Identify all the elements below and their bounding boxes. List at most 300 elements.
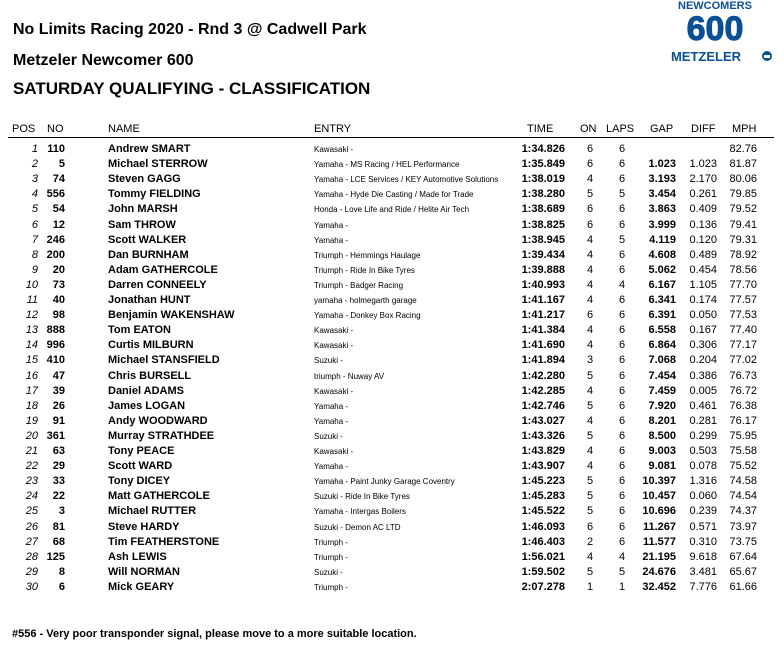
cell-diff: 0.454 — [689, 263, 717, 276]
cell-laps: 6 — [618, 414, 626, 427]
header-no: NO — [47, 123, 64, 135]
cell-time: 1:43.907 — [521, 460, 565, 473]
cell-time: 1:39.888 — [521, 263, 565, 276]
cell-on: 4 — [586, 248, 594, 261]
cell-laps: 6 — [618, 263, 626, 276]
cell-mph: 73.75 — [729, 535, 757, 548]
cell-name: Tom EATON — [108, 324, 171, 337]
cell-name: Tim FEATHERSTONE — [108, 535, 220, 548]
cell-name: Michael RUTTER — [108, 505, 197, 518]
cell-no: 410 — [46, 354, 65, 367]
cell-entry: Yamaha - — [314, 401, 349, 411]
cell-time: 1:43.027 — [521, 414, 565, 427]
cell-no: 33 — [52, 475, 65, 488]
cell-no: 5 — [58, 158, 65, 171]
cell-laps: 6 — [618, 369, 626, 382]
cell-name: Andrew SMART — [108, 143, 191, 155]
cell-name: Sam THROW — [108, 218, 176, 231]
cell-on: 4 — [586, 460, 594, 473]
cell-gap: 11.577 — [642, 535, 676, 548]
cell-pos: 15 — [25, 354, 38, 367]
cell-no: 361 — [46, 429, 65, 442]
cell-laps: 6 — [618, 354, 626, 367]
cell-pos: 9 — [31, 263, 38, 276]
cell-name: Jonathan HUNT — [108, 294, 191, 306]
cell-mph: 74.37 — [729, 505, 757, 518]
cell-diff: 0.281 — [689, 414, 717, 427]
table-row — [0, 248, 784, 263]
cell-no: 20 — [52, 263, 65, 276]
cell-gap: 24.676 — [642, 565, 676, 578]
cell-diff: 1.105 — [689, 278, 717, 291]
cell-name: Scott WARD — [108, 460, 173, 473]
cell-name: Scott WALKER — [108, 233, 187, 246]
cell-time: 1:38.945 — [521, 233, 565, 246]
cell-gap: 3.863 — [648, 203, 676, 216]
table-row — [0, 489, 784, 504]
cell-diff: 0.386 — [689, 369, 717, 382]
cell-on: 4 — [586, 278, 594, 291]
cell-pos: 16 — [25, 369, 38, 382]
cell-time: 2:07.278 — [521, 580, 565, 593]
cell-name: Murray STRATHDEE — [108, 429, 215, 442]
cell-no: 110 — [47, 143, 65, 155]
cell-name: James LOGAN — [108, 399, 186, 412]
cell-laps: 6 — [618, 158, 626, 171]
cell-no: 8 — [58, 565, 65, 578]
header-name: NAME — [108, 123, 140, 135]
cell-diff: 0.310 — [689, 535, 717, 548]
cell-on: 6 — [586, 158, 594, 171]
cell-gap: 9.081 — [648, 460, 676, 473]
cell-on: 4 — [586, 263, 594, 276]
cell-pos: 7 — [31, 233, 38, 246]
header-gap: GAP — [650, 123, 674, 135]
cell-diff: 0.204 — [689, 354, 717, 367]
cell-time: 1:45.283 — [521, 490, 565, 503]
cell-mph: 82.76 — [729, 143, 757, 155]
header-on: ON — [580, 123, 597, 135]
cell-on: 4 — [586, 294, 594, 306]
cell-name: Matt GATHERCOLE — [108, 490, 210, 503]
cell-time: 1:41.384 — [521, 324, 565, 337]
cell-laps: 5 — [618, 233, 626, 246]
cell-laps: 6 — [618, 203, 626, 216]
cell-mph: 77.17 — [729, 339, 757, 352]
cell-pos: 11 — [26, 294, 38, 306]
cell-gap: 5.062 — [648, 263, 676, 276]
cell-mph: 76.38 — [729, 399, 757, 412]
table-row — [0, 338, 784, 353]
cell-laps: 6 — [618, 505, 626, 518]
cell-diff: 9.618 — [689, 550, 717, 563]
cell-laps: 6 — [618, 143, 626, 155]
table-row — [0, 565, 784, 580]
cell-no: 556 — [46, 188, 65, 201]
cell-entry: Yamaha - — [314, 462, 349, 472]
cell-no: 39 — [52, 384, 65, 397]
cell-entry: Yamaha - LCE Services / KEY Automotive Solutions — [314, 175, 499, 185]
cell-mph: 75.95 — [729, 429, 757, 442]
cell-entry: Yamaha - Intergas Boilers — [314, 507, 406, 517]
table-row — [0, 535, 784, 550]
cell-time: 1:38.825 — [521, 218, 565, 231]
header-time: TIME — [527, 123, 554, 135]
cell-no: 91 — [52, 414, 65, 427]
cell-no: 12 — [52, 218, 65, 231]
cell-pos: 4 — [31, 188, 38, 201]
session-title: SATURDAY QUALIFYING - CLASSIFICATION — [13, 79, 371, 98]
cell-pos: 24 — [25, 490, 38, 503]
header-pos: POS — [12, 123, 36, 135]
table-row — [0, 263, 784, 278]
cell-entry: Kawasaki - — [314, 386, 354, 396]
cell-pos: 3 — [31, 173, 38, 186]
cell-mph: 77.02 — [729, 354, 757, 367]
cell-gap: 10.457 — [642, 490, 676, 503]
cell-laps: 6 — [618, 520, 626, 533]
cell-mph: 74.58 — [729, 475, 757, 488]
cell-gap: 6.391 — [648, 309, 676, 322]
cell-laps: 6 — [618, 399, 626, 412]
table-row — [0, 353, 784, 368]
cell-laps: 6 — [618, 294, 626, 306]
cell-entry: Triumph - — [314, 537, 348, 547]
table-row — [0, 157, 784, 172]
cell-gap: 6.558 — [648, 324, 676, 337]
cell-name: Steven GAGG — [108, 173, 181, 186]
cell-mph: 65.67 — [729, 565, 757, 578]
cell-no: 6 — [58, 580, 65, 593]
table-row — [0, 414, 784, 429]
cell-pos: 30 — [25, 580, 38, 593]
cell-no: 68 — [52, 535, 65, 548]
cell-diff: 0.005 — [689, 384, 717, 397]
cell-pos: 28 — [25, 550, 38, 563]
cell-diff: 0.571 — [689, 520, 717, 533]
cell-gap: 6.341 — [648, 294, 676, 306]
cell-mph: 77.53 — [729, 309, 757, 322]
cell-diff: 1.023 — [689, 158, 717, 171]
cell-no: 246 — [46, 233, 65, 246]
cell-laps: 6 — [618, 218, 626, 231]
cell-laps: 6 — [618, 429, 626, 442]
cell-pos: 6 — [31, 218, 38, 231]
cell-no: 98 — [52, 309, 65, 322]
cell-mph: 76.73 — [729, 369, 757, 382]
cell-diff: 0.503 — [689, 445, 717, 457]
footer-note: #556 - Very poor transponder signal, please move to a more suitable location. — [12, 628, 417, 640]
cell-laps: 6 — [618, 173, 626, 186]
cell-on: 5 — [586, 505, 594, 518]
cell-gap: 10.397 — [642, 475, 676, 488]
cell-pos: 23 — [25, 475, 38, 488]
table-row — [0, 172, 784, 187]
cell-laps: 6 — [618, 475, 626, 488]
cell-laps: 6 — [618, 248, 626, 261]
cell-name: Steve HARDY — [108, 520, 180, 533]
cell-time: 1:42.746 — [521, 399, 565, 412]
cell-entry: Suzuki - — [314, 431, 343, 441]
cell-laps: 5 — [618, 188, 626, 201]
cell-on: 5 — [586, 429, 594, 442]
cell-mph: 75.52 — [729, 460, 757, 473]
cell-laps: 4 — [618, 278, 626, 291]
table-row — [0, 187, 784, 202]
cell-gap: 3.193 — [648, 173, 676, 186]
cell-mph: 67.64 — [729, 550, 757, 563]
newcomers-600-logo — [654, 0, 776, 64]
cell-pos: 25 — [25, 505, 38, 518]
cell-no: 125 — [46, 550, 65, 563]
cell-entry: triumph - Nuway AV — [314, 371, 385, 381]
cell-gap: 9.003 — [648, 445, 676, 457]
cell-on: 5 — [586, 490, 594, 503]
cell-no: 888 — [46, 324, 65, 337]
cell-diff: 0.306 — [689, 339, 717, 352]
cell-gap: 21.195 — [642, 550, 676, 563]
cell-on: 4 — [586, 445, 594, 457]
cell-pos: 18 — [25, 399, 38, 412]
cell-gap: 8.500 — [648, 429, 676, 442]
cell-name: Tony PEACE — [108, 445, 175, 457]
table-row — [0, 142, 784, 157]
cell-name: Tony DICEY — [108, 475, 171, 488]
cell-gap: 7.454 — [648, 369, 676, 382]
cell-entry: Yamaha - — [314, 220, 349, 230]
cell-pos: 8 — [31, 248, 38, 261]
cell-laps: 6 — [618, 339, 626, 352]
cell-mph: 76.72 — [729, 384, 757, 397]
cell-time: 1:38.689 — [521, 203, 565, 216]
cell-gap: 10.696 — [642, 505, 676, 518]
cell-laps: 6 — [618, 535, 626, 548]
table-row — [0, 293, 784, 308]
cell-no: 200 — [46, 248, 65, 261]
cell-entry: Honda - Love Life and Ride / Helite Air Tech — [314, 205, 470, 215]
cell-on: 6 — [586, 143, 594, 155]
cell-pos: 22 — [25, 460, 38, 473]
table-row — [0, 429, 784, 444]
cell-mph: 81.87 — [729, 158, 757, 171]
cell-on: 6 — [586, 218, 594, 231]
cell-gap: 32.452 — [642, 580, 676, 593]
header-mph: MPH — [732, 123, 757, 135]
cell-on: 5 — [586, 475, 594, 488]
cell-on: 5 — [586, 369, 594, 382]
table-row — [0, 308, 784, 323]
cell-time: 1:45.522 — [521, 505, 565, 518]
cell-no: 73 — [52, 278, 65, 291]
table-row — [0, 580, 784, 595]
cell-on: 3 — [586, 354, 594, 367]
cell-no: 47 — [52, 369, 65, 382]
cell-entry: Suzuki - Ride In Bike Tyres — [314, 492, 410, 502]
cell-name: Michael STERROW — [108, 158, 208, 171]
cell-name: Mick GEARY — [108, 580, 175, 593]
cell-laps: 1 — [618, 580, 626, 593]
cell-on: 4 — [586, 414, 594, 427]
cell-time: 1:34.826 — [521, 143, 565, 155]
table-row — [0, 444, 784, 459]
event-title: No Limits Racing 2020 - Rnd 3 @ Cadwell Park — [13, 21, 367, 38]
cell-pos: 10 — [25, 278, 38, 291]
cell-entry: Kawasaki - — [314, 341, 354, 351]
header-entry: ENTRY — [314, 123, 352, 135]
cell-on: 4 — [586, 339, 594, 352]
cell-on: 4 — [586, 173, 594, 186]
cell-gap: 3.454 — [648, 188, 676, 201]
cell-name: John MARSH — [108, 203, 178, 216]
cell-pos: 5 — [31, 203, 38, 216]
cell-gap: 7.459 — [648, 384, 676, 397]
cell-pos: 29 — [25, 565, 38, 578]
cell-time: 1:41.690 — [521, 339, 565, 352]
cell-gap: 7.920 — [648, 399, 676, 412]
table-row — [0, 278, 784, 293]
table-row — [0, 399, 784, 414]
cell-time: 1:38.280 — [521, 188, 565, 201]
cell-gap: 11.267 — [642, 520, 676, 533]
cell-on: 6 — [586, 309, 594, 322]
cell-diff: 0.461 — [689, 399, 717, 412]
cell-on: 4 — [586, 233, 594, 246]
cell-no: 54 — [52, 203, 65, 216]
cell-entry: Triumph - Ride In Bike Tyres — [314, 265, 415, 275]
cell-mph: 77.40 — [729, 324, 757, 337]
table-row — [0, 323, 784, 338]
logo-metzeler-text: METZELER — [670, 49, 742, 64]
cell-laps: 6 — [618, 324, 626, 337]
table-row — [0, 218, 784, 233]
cell-name: Tommy FIELDING — [108, 188, 201, 201]
cell-laps: 6 — [618, 460, 626, 473]
cell-diff: 0.174 — [689, 294, 717, 306]
table-row — [0, 474, 784, 489]
cell-no: 3 — [58, 505, 65, 518]
cell-entry: Yamaha - Paint Junky Garage Coventry — [314, 477, 455, 487]
cell-entry: Yamaha - MS Racing / HEL Performance — [314, 160, 460, 170]
cell-pos: 1 — [31, 143, 38, 155]
cell-diff: 0.489 — [689, 248, 717, 261]
cell-pos: 13 — [25, 324, 38, 337]
cell-gap: 4.119 — [649, 233, 676, 246]
table-row — [0, 233, 784, 248]
cell-time: 1:59.502 — [521, 565, 565, 578]
cell-no: 29 — [52, 460, 65, 473]
cell-diff: 7.776 — [689, 580, 717, 593]
cell-name: Will NORMAN — [108, 565, 181, 578]
cell-diff: 1.316 — [689, 475, 717, 488]
cell-gap: 6.864 — [648, 339, 676, 352]
cell-on: 5 — [586, 399, 594, 412]
cell-diff: 0.239 — [689, 505, 717, 518]
cell-mph: 77.57 — [729, 294, 757, 306]
cell-on: 6 — [586, 520, 594, 533]
cell-diff: 0.167 — [689, 324, 717, 337]
table-row — [0, 520, 784, 535]
metzeler-elephant-icon — [762, 51, 772, 61]
cell-on: 2 — [586, 535, 594, 548]
cell-time: 1:42.285 — [521, 384, 565, 397]
cell-name: Michael STANSFIELD — [108, 354, 220, 367]
cell-diff: 0.299 — [689, 429, 717, 442]
table-row — [0, 459, 784, 474]
cell-pos: 14 — [25, 339, 38, 352]
cell-name: Daniel ADAMS — [108, 384, 184, 397]
cell-on: 4 — [586, 550, 594, 563]
cell-pos: 27 — [25, 535, 38, 548]
cell-laps: 5 — [618, 565, 626, 578]
cell-gap: 8.201 — [648, 414, 676, 427]
cell-time: 1:56.021 — [521, 550, 565, 563]
cell-entry: Suzuki - — [314, 356, 343, 366]
cell-time: 1:41.217 — [521, 309, 565, 322]
cell-time: 1:41.167 — [521, 294, 565, 306]
cell-time: 1:43.829 — [521, 445, 565, 457]
cell-mph: 79.52 — [729, 203, 757, 216]
cell-name: Benjamin WAKENSHAW — [108, 309, 235, 322]
cell-on: 5 — [586, 565, 594, 578]
class-title: Metzeler Newcomer 600 — [13, 52, 194, 69]
cell-entry: Yamaha - — [314, 235, 349, 245]
cell-mph: 74.54 — [729, 490, 757, 503]
cell-time: 1:42.280 — [521, 369, 565, 382]
header-laps: LAPS — [606, 123, 635, 135]
cell-mph: 80.06 — [729, 173, 757, 186]
table-row — [0, 384, 784, 399]
cell-laps: 6 — [618, 445, 626, 457]
cell-no: 40 — [52, 294, 65, 306]
cell-mph: 75.58 — [729, 445, 757, 457]
cell-on: 4 — [586, 384, 594, 397]
header-divider — [8, 137, 774, 138]
cell-on: 6 — [586, 203, 594, 216]
cell-laps: 6 — [618, 490, 626, 503]
cell-mph: 73.97 — [729, 520, 757, 533]
cell-diff: 0.078 — [689, 460, 717, 473]
cell-no: 26 — [52, 399, 65, 412]
table-row — [0, 550, 784, 565]
cell-entry: Suzuki - — [314, 567, 343, 577]
cell-laps: 6 — [618, 384, 626, 397]
cell-mph: 78.56 — [729, 263, 757, 276]
cell-time: 1:41.894 — [521, 354, 565, 367]
cell-gap: 1.023 — [648, 158, 676, 171]
cell-time: 1:43.326 — [521, 429, 565, 442]
cell-pos: 2 — [31, 158, 38, 171]
cell-on: 1 — [586, 580, 594, 593]
cell-laps: 4 — [618, 550, 626, 563]
cell-diff: 0.409 — [689, 203, 717, 216]
cell-name: Chris BURSELL — [108, 369, 192, 382]
cell-no: 74 — [52, 173, 65, 186]
cell-pos: 12 — [25, 309, 38, 322]
cell-pos: 17 — [25, 384, 38, 397]
cell-mph: 77.70 — [729, 278, 757, 291]
cell-entry: Kawasaki - — [314, 447, 354, 456]
cell-diff: 2.170 — [689, 173, 717, 186]
table-row — [0, 369, 784, 384]
cell-time: 1:46.403 — [521, 535, 565, 548]
cell-name: Curtis MILBURN — [108, 339, 194, 352]
cell-entry: Triumph - Badger Racing — [314, 280, 404, 290]
table-row — [0, 202, 784, 217]
cell-entry: Yamaha - Hyde Die Casting / Made for Trade — [314, 190, 474, 200]
cell-pos: 26 — [25, 520, 38, 533]
header-diff: DIFF — [691, 123, 716, 135]
cell-mph: 79.85 — [729, 188, 757, 201]
